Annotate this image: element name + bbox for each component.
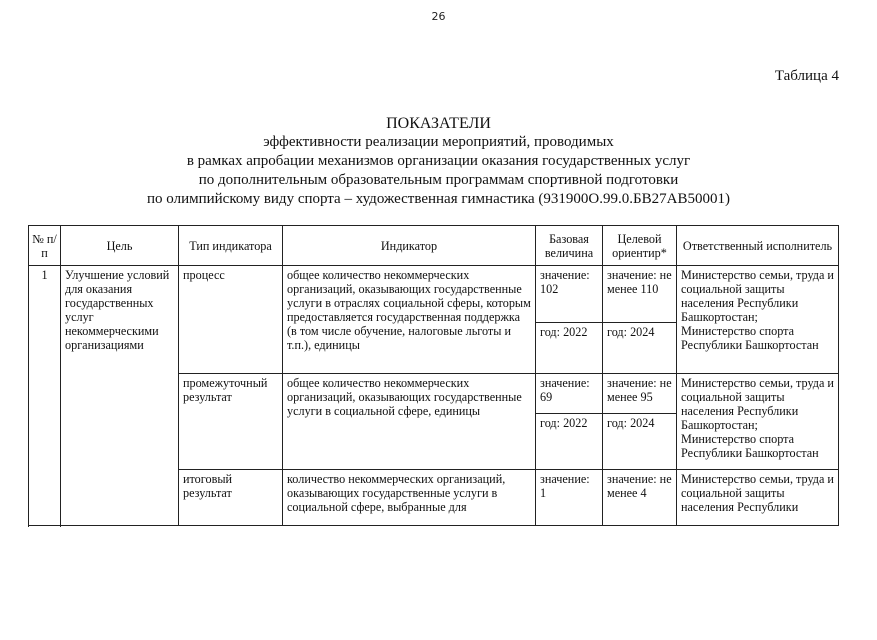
indicator-cell: общее количество некоммерческих организаций, оказывающих государственные услуги в отраслях социальной сферы, которым предоставляется государственная поддержка (в том числе обучение, налоговые льготы и т.п.), единицы bbox=[283, 266, 536, 374]
table-row bbox=[29, 266, 839, 323]
indicator-type-cell: промежуточный результат bbox=[179, 374, 283, 470]
responsible-cell: Министерство семьи, труда и социальной защиты населения Республики Башкортостан; Министерство спорта Республики Башкортостан bbox=[677, 374, 839, 470]
heading-line: по олимпийскому виду спорта – художественная гимнастика (931900О.99.0.БВ27АВ50001) bbox=[147, 191, 730, 207]
target-year-cell: год: 2024 bbox=[603, 414, 677, 470]
base-value-cell: значение: 1 bbox=[536, 470, 603, 526]
responsible-cell: Министерство семьи, труда и социальной защиты населения Республики bbox=[677, 470, 839, 526]
column-header-responsible: Ответственный исполнитель bbox=[677, 226, 839, 266]
base-year-cell: год: 2022 bbox=[536, 323, 603, 374]
heading-title: ПОКАЗАТЕЛИ bbox=[386, 115, 491, 132]
base-year-cell: год: 2022 bbox=[536, 414, 603, 470]
base-value-cell: значение: 102 bbox=[536, 266, 603, 323]
target-value-cell: значение: не менее 4 bbox=[603, 470, 677, 526]
indicator-cell: количество некоммерческих организаций, оказывающих государственные услуги в социальной сфере, выбранные для bbox=[283, 470, 536, 526]
column-header-target: Целевой ориентир* bbox=[603, 226, 677, 266]
page-number: 26 bbox=[431, 10, 446, 23]
heading-line: эффективности реализации мероприятий, проводимых bbox=[263, 134, 614, 150]
indicators-table bbox=[28, 225, 839, 526]
column-header-base-value: Базовая величина bbox=[536, 226, 603, 266]
target-year-cell: год: 2024 bbox=[603, 323, 677, 374]
indicator-cell: общее количество некоммерческих организаций, оказывающих государственные услуги в социальной сфере, единицы bbox=[283, 374, 536, 470]
heading-line: по дополнительным образовательным программам спортивной подготовки bbox=[198, 172, 679, 188]
target-value-cell: значение: не менее 110 bbox=[603, 266, 677, 323]
row-number-cell: 1 bbox=[29, 266, 61, 526]
goal-cell: Улучшение условий для оказания государственных услуг некоммерческими организациями bbox=[61, 266, 179, 526]
responsible-cell: Министерство семьи, труда и социальной защиты населения Республики Башкортостан; Министерство спорта Республики Башкортостан bbox=[677, 266, 839, 374]
column-header-indicator: Индикатор bbox=[283, 226, 536, 266]
table-label: Таблица 4 bbox=[774, 68, 839, 84]
column-header-num: № п/п bbox=[29, 226, 61, 266]
target-value-cell: значение: не менее 95 bbox=[603, 374, 677, 414]
document-heading bbox=[0, 114, 877, 209]
table-header-row bbox=[29, 226, 839, 266]
column-header-indicator-type: Тип индикатора bbox=[179, 226, 283, 266]
column-header-goal: Цель bbox=[61, 226, 179, 266]
indicator-type-cell: процесс bbox=[179, 266, 283, 374]
indicator-type-cell: итоговый результат bbox=[179, 470, 283, 526]
base-value-cell: значение: 69 bbox=[536, 374, 603, 414]
heading-line: в рамках апробации механизмов организации оказания государственных услуг bbox=[186, 153, 691, 169]
